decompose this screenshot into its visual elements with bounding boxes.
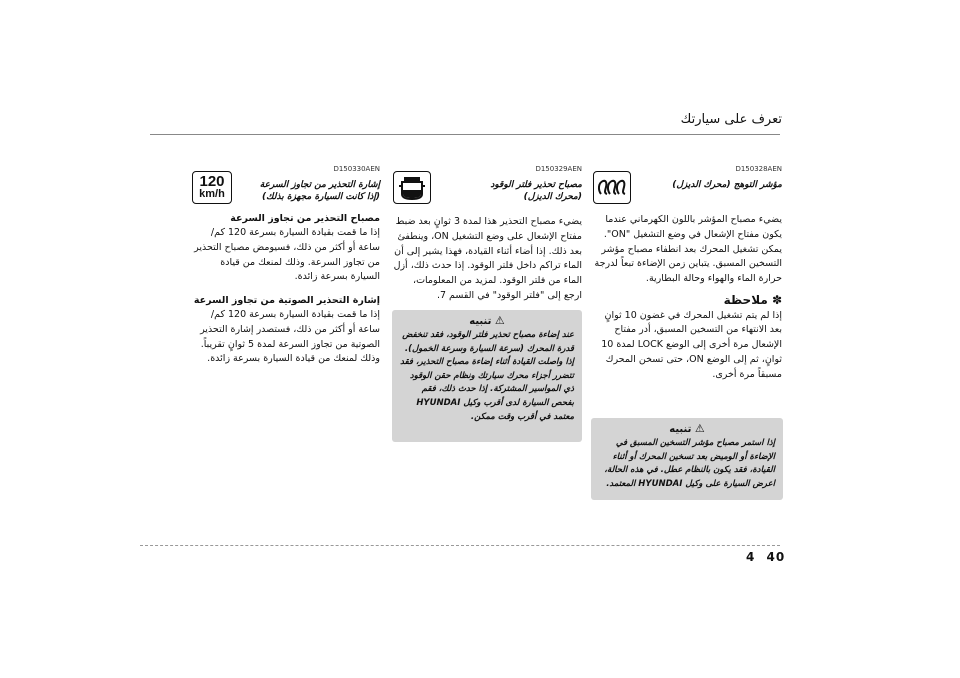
page-header-title: تعرف على سيارتك	[680, 112, 782, 127]
footer-divider	[140, 545, 780, 546]
section-title: إشارة التحذير من تجاوز السرعة	[259, 180, 380, 190]
warning-text: عند إضاءة مصباح تحذير فلتر الوقود، فقد تنخفض قدرة المحرك (سرعة السيارة وسرعة الخمول). إذا واصلت القيادة أثناء إضاءة مصباح التحذير، فقد تتضرر أجزاء محرك سيارتك ونظام حقن الوقود ذي المواسير المشتركة. إذا حدث ذلك، فقم بفحص السيارة لدى أقرب وكيل HYUNDAI معتمد في أقرب وقت ممكن.	[400, 330, 574, 422]
section-title: مؤشر التوهج (محرك الديزل)	[672, 180, 782, 190]
section-paragraph: يضيء مصباح المؤشر باللون الكهرماني عندما يكون مفتاح الإشعال في وضع التشغيل "ON". يمكن تشغيل المحرك بعد انطفاء مصباح مؤشر التسخين المسبق. يتباين زمن الإضاءة تبعاً لدرجة حرارة الماء والهواء وحالة البطارية.	[594, 214, 782, 285]
warning-label: تنبيه	[669, 424, 692, 435]
note-heading	[592, 293, 782, 307]
header-divider	[150, 134, 780, 135]
section-code: D150329AEN	[535, 165, 582, 173]
subsection-paragraph: إذا ما قمت بقيادة السيارة بسرعة 120 كم/ ساعة أو أكثر من ذلك، فسيومض مصباح التحذير من تجاوز السرعة. وذلك لمنعك من قيادة السيارة بسرعة زائدة.	[194, 227, 380, 283]
section-subtitle: (محرك الديزل)	[523, 192, 582, 203]
speed-unit: km/h	[199, 188, 225, 200]
warning-text: إذا استمر مصباح مؤشر التسخين المسبق في الإضاءة أو الوميض بعد تسخين المحرك أو أثناء القيادة، فقد يكون بالنظام عطل. في هذه الحالة، اعرض السيارة على وكيل HYUNDAI المعتمد.	[604, 438, 775, 489]
subsection-paragraph: إذا ما قمت بقيادة السيارة بسرعة 120 كم/ ساعة أو أكثر من ذلك، فستصدر إشارة التحذير الصوتية من تجاوز السرعة لمدة 5 ثوانٍ تقريباً. وذلك لمنعك من قيادة السيارة بسرعة زائدة.	[200, 309, 380, 365]
glow-warning-box	[591, 418, 783, 500]
page-number-value: 40	[766, 550, 786, 564]
section-paragraph: يضيء مصباح التحذير هذا لمدة 3 ثوانٍ بعد ضبط مفتاح الإشعال على وضع التشغيل ON، وينطفئ بعد ذلك. إذا أضاء أثناء القيادة، فهذا يشير إلى أن الماء تراكم داخل فلتر الوقود. إذا حدث ذلك، أزل الماء من فلتر الوقود. لمزيد من المعلومات، ارجع إلى "فلتر الوقود" في القسم 7.	[393, 216, 582, 301]
warning-label: تنبيه	[469, 316, 492, 327]
glow-plug-icon	[593, 171, 631, 204]
speed-value: 120	[199, 173, 225, 190]
subsection-title: مصباح التحذير من تجاوز السرعة	[230, 213, 380, 225]
warning-triangle-icon: ⚠	[494, 314, 505, 327]
section-code: D150330AEN	[333, 165, 380, 173]
subsection-title: إشارة التحذير الصوتية من تجاوز السرعة	[193, 295, 380, 307]
page-number	[740, 550, 785, 564]
section-subtitle: (إذا كانت السيارة مجهزة بذلك)	[262, 192, 380, 203]
section-number: 4	[746, 550, 756, 564]
warning-heading	[392, 314, 582, 327]
fuel-filter-warning-box	[392, 310, 582, 442]
note-paragraph: إذا لم يتم تشغيل المحرك في غضون 10 ثوانٍ بعد الانتهاء من التسخين المسبق، أدر مفتاح الإشعال مرة أخرى إلى الوضع LOCK لمدة 10 ثوانٍ، ثم إلى الوضع ON، حتى تسخن المحرك مسبقاً مرة أخرى.	[601, 309, 782, 380]
section-title: مصباح تحذير فلتر الوقود	[490, 180, 582, 190]
warning-heading	[591, 422, 783, 435]
note-title: ملاحظة	[723, 292, 768, 307]
warning-triangle-icon: ⚠	[694, 422, 705, 435]
asterisk-icon: ✽	[771, 292, 782, 307]
speed-limit-icon	[192, 171, 232, 204]
fuel-filter-icon	[393, 171, 431, 204]
section-code: D150328AEN	[735, 165, 782, 173]
